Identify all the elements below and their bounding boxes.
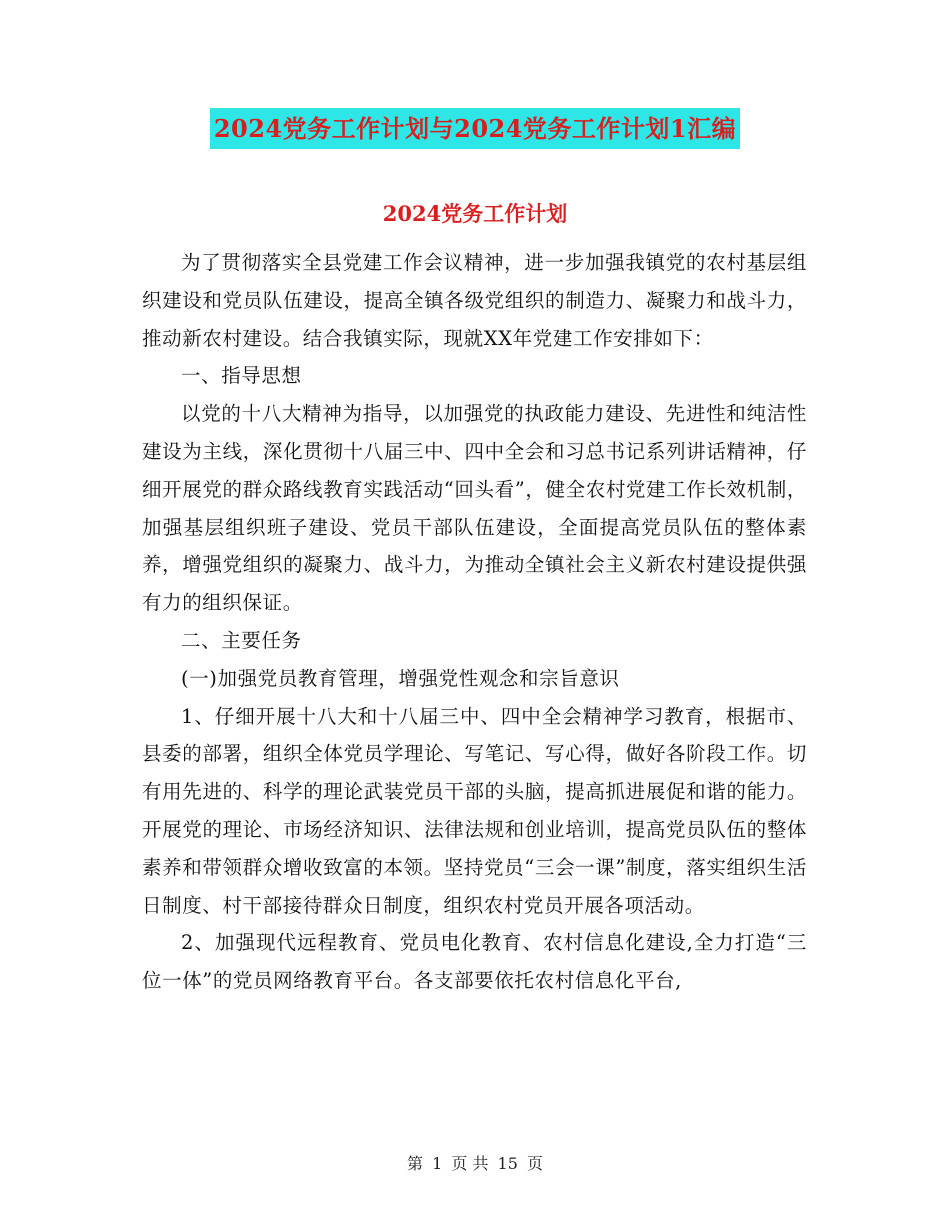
heading-guiding-thought: 一、指导思想	[181, 364, 302, 388]
body-paragraph: 2、加强现代远程教育、党员电化教育、农村信息化建设,全力打造“三位一体”的党员网络教育平台。各支部要依托农村信息化平台,	[142, 931, 807, 993]
page-suffix: 页	[527, 1154, 544, 1173]
page-prefix: 第	[406, 1154, 423, 1173]
document-body	[142, 244, 807, 1000]
document-title-text: 2024党务工作计划与2024党务工作计划1汇编	[210, 108, 740, 149]
body-paragraph: 1、仔细开展十八大和十八届三中、四中全会精神学习教育，根据市、县委的部署，组织全体党员学理论、写笔记、写心得，做好各阶段工作。切有用先进的、科学的理论武装党员干部的头脑，提高抓进展促和谐的能力。开展党的理论、市场经济知识、法律法规和创业培训，提高党员队伍的整体素养和带领群众增收致富的本领。坚持党员“三会一课”制度，落实组织生活日制度、村干部接待群众日制度，组织农村党员开展各项活动。	[142, 704, 807, 917]
heading-main-tasks: 二、主要任务	[181, 628, 302, 652]
page-mid: 页 共	[451, 1154, 489, 1173]
subheading-party-education: (一)加强党员教育管理，增强党性观念和宗旨意识	[181, 666, 620, 690]
section-title: 2024党务工作计划	[382, 201, 568, 226]
page-footer	[0, 1152, 950, 1176]
body-paragraph: 为了贯彻落实全县党建工作会议精神，进一步加强我镇党的农村基层组织建设和党员队伍建设，提高全镇各级党组织的制造力、凝聚力和战斗力，推动新农村建设。结合我镇实际，现就XX年党建工作安排如下：	[142, 251, 807, 350]
document-title	[0, 106, 950, 155]
page-number: 1	[432, 1154, 443, 1173]
total-pages: 15	[497, 1154, 518, 1173]
body-paragraph: 以党的十八大精神为指导，以加强党的执政能力建设、先进性和纯洁性建设为主线，深化贯彻十八届三中、四中全会和习总书记系列讲话精神，仔细开展党的群众路线教育实践活动“回头看”，健全农村党建工作长效机制，加强基层组织班子建设、党员干部队伍建设，全面提高党员队伍的整体素养，增强党组织的凝聚力、战斗力，为推动全镇社会主义新农村建设提供强有力的组织保证。	[142, 402, 807, 615]
